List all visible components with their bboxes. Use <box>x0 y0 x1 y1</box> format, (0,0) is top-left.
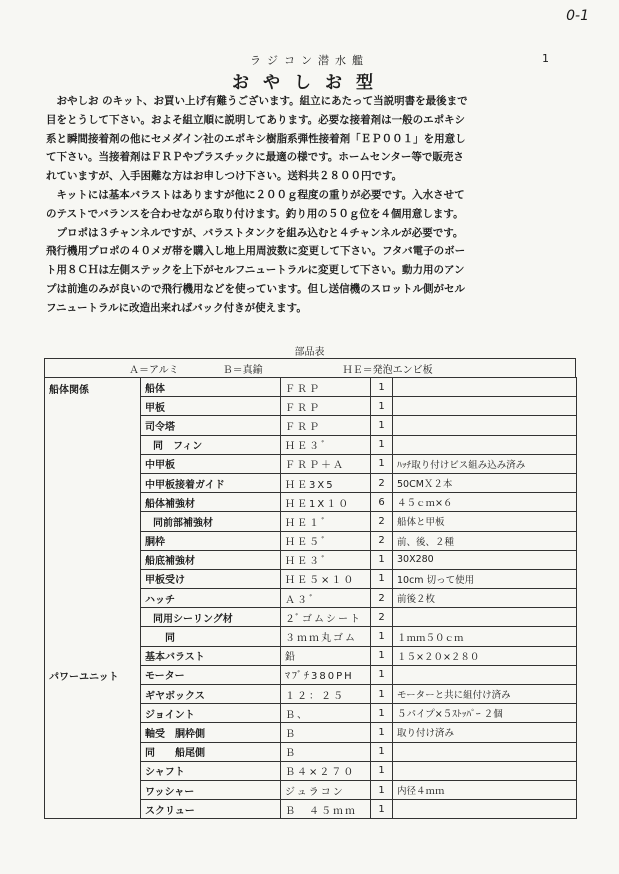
intro-line: て下さい。当接着剤はＦＲＰやプラスチックに最適の様です。ホームセンター等で販売さ <box>46 151 464 164</box>
part-quantity: 2 <box>371 608 393 627</box>
group-label: パワーユニット <box>45 665 141 819</box>
part-note: ﾊｯﾁ取り付けビス組み込み済み <box>393 454 577 473</box>
part-quantity: 2 <box>371 473 393 492</box>
part-quantity: 1 <box>371 723 393 742</box>
group-label: 船体関係 <box>45 378 141 666</box>
intro-line: 飛行機用プロポの４０メガ帯を購入し地上用周波数に変更して下さい。フタバ電子のボー <box>46 245 466 258</box>
intro-line: おやしお のキット、お買い上げ有難うございます。組立にあたって当説明書を最後まで <box>56 95 468 107</box>
part-note <box>393 397 577 416</box>
part-quantity: 1 <box>371 704 393 723</box>
part-material: Ｂ <box>281 742 371 761</box>
part-material: ＨＥ3X5 <box>281 473 371 492</box>
part-material: Ｂ４×２７０ <box>281 761 371 780</box>
part-name: 基本バラスト <box>141 646 281 665</box>
part-quantity: 1 <box>371 454 393 473</box>
part-quantity: 1 <box>371 800 393 819</box>
intro-line: ト用８ＣＨは左側ステックを上下がセルフニュートラルに変更して下さい。動力用のアン <box>46 264 465 277</box>
part-name: 同 フィン <box>141 435 281 454</box>
material-legend <box>44 358 576 378</box>
part-note: 30X280 <box>393 550 577 569</box>
table-title: 部品表 <box>294 347 325 358</box>
part-name: スクリュー <box>141 800 281 819</box>
part-name: 中甲板 <box>141 454 281 473</box>
part-material: ２ﾞゴムシート <box>281 608 371 627</box>
intro-line: 系と瞬間接着剤の他にセメダイン社のエポキシ樹脂系弾性接着剤「ＥＰ００１」を用意し <box>46 132 466 145</box>
part-quantity: 2 <box>371 512 393 531</box>
page-number: 1 <box>542 52 549 65</box>
part-note: １５×２０×２８０ <box>393 646 577 665</box>
part-material: ＦＲＰ <box>281 378 371 397</box>
part-material: Ｂ <box>281 723 371 742</box>
part-material: ＦＲＰ＋Ａ <box>281 454 371 473</box>
part-name: ハッチ <box>141 589 281 608</box>
part-quantity: 1 <box>371 627 393 646</box>
table-row <box>45 378 577 397</box>
part-note: １ｍｍ５０ｃｍ <box>393 627 577 646</box>
part-material: Ｂ、 <box>281 704 371 723</box>
part-quantity: 1 <box>371 550 393 569</box>
part-note: 取り付け済み <box>393 723 577 742</box>
intro-line: のテストでバランスを合わせながら取り付けます。釣り用の５０ｇ位を４個用意します。 <box>46 207 464 220</box>
part-material: ＨＥ３ﾞ <box>281 550 371 569</box>
part-quantity: 1 <box>371 416 393 435</box>
part-material: ＦＲＰ <box>281 416 371 435</box>
part-name: 胴枠 <box>141 531 281 550</box>
corner-mark: 0-1 <box>566 8 589 24</box>
part-material: ＨＥ1X１０ <box>281 493 371 512</box>
part-name: モーター <box>141 665 281 684</box>
part-note <box>393 608 577 627</box>
part-quantity: 6 <box>371 493 393 512</box>
part-material: ﾏﾌﾞﾁ380PH <box>281 665 371 684</box>
intro-line: プロポは３チャンネルですが、バラストタンクを組み込むと４チャンネルが必要です。 <box>56 226 464 239</box>
part-note <box>393 665 577 684</box>
part-name: 甲板受け <box>141 569 281 588</box>
part-name: 船体補強材 <box>141 493 281 512</box>
part-note: 前後２枚 <box>393 589 577 608</box>
part-note: 50CMＸ２本 <box>393 473 577 492</box>
part-quantity: 1 <box>371 685 393 704</box>
part-note: 内径４ｍｍ <box>393 780 577 799</box>
series-heading: ラジコン潜水艦 <box>250 54 369 67</box>
part-note <box>393 435 577 454</box>
parts-table <box>44 377 577 819</box>
part-name: 同 <box>141 627 281 646</box>
part-quantity: 1 <box>371 665 393 684</box>
intro-line: 目をとうして下さい。およそ組立順に説明してあります。必要な接着剤は一般のエポキシ <box>46 113 466 126</box>
part-name: 船底補強材 <box>141 550 281 569</box>
part-name: 同前部補強材 <box>141 512 281 531</box>
part-note: モーターと共に組付け済み <box>393 685 577 704</box>
document-title: おやしお型 <box>232 73 387 93</box>
part-material: ジュラコン <box>281 780 371 799</box>
part-material: 鉛 <box>281 646 371 665</box>
intro-line: キットには基本バラストはありますが他に２００ｇ程度の重りが必要です。入水させて <box>56 188 465 201</box>
part-quantity: 2 <box>371 589 393 608</box>
part-name: 同 船尾側 <box>141 742 281 761</box>
part-name: ジョイント <box>141 704 281 723</box>
part-name: ワッシャー <box>141 780 281 799</box>
table-row <box>45 665 577 684</box>
intro-line: フニュートラルに改造出来ればバック付きが使えます。 <box>46 301 307 314</box>
part-note: 前、後、２種 <box>393 531 577 550</box>
part-note: ５パイプ×５ｽﾄｯﾊﾟｰ ２個 <box>393 704 577 723</box>
part-quantity: 1 <box>371 761 393 780</box>
part-name: 中甲板接着ガイド <box>141 473 281 492</box>
part-note <box>393 800 577 819</box>
part-material: ＨＥ３ﾞ <box>281 435 371 454</box>
part-note <box>393 416 577 435</box>
part-note <box>393 761 577 780</box>
part-quantity: 2 <box>371 531 393 550</box>
part-material: ＨＥ５×１０ <box>281 569 371 588</box>
part-quantity: 1 <box>371 378 393 397</box>
part-material: ＦＲＰ <box>281 397 371 416</box>
intro-text <box>46 92 586 318</box>
part-note <box>393 742 577 761</box>
part-quantity: 1 <box>371 397 393 416</box>
part-material: Ａ３ﾞ <box>281 589 371 608</box>
part-quantity: 1 <box>371 435 393 454</box>
part-note: 10cm 切って使用 <box>393 569 577 588</box>
part-quantity: 1 <box>371 780 393 799</box>
part-name: 司令塔 <box>141 416 281 435</box>
part-note: ４５ｃｍ×６ <box>393 493 577 512</box>
part-note <box>393 378 577 397</box>
intro-line: プは前進のみが良いので飛行機用などを使っています。但し送信機のスロットル側がセル <box>46 282 465 295</box>
part-name: ギヤボックス <box>141 685 281 704</box>
part-material: ＨＥ５ﾞ <box>281 531 371 550</box>
legend-item-brass: Ｂ＝真鍮 <box>222 364 263 376</box>
part-name: 甲板 <box>141 397 281 416</box>
part-quantity: 1 <box>371 646 393 665</box>
part-name: 同用シーリング材 <box>141 608 281 627</box>
legend-item-aluminum: Ａ＝アルミ <box>129 364 179 376</box>
part-note: 船体と甲板 <box>393 512 577 531</box>
part-name: 船体 <box>141 378 281 397</box>
part-name: 軸受 胴枠側 <box>141 723 281 742</box>
part-material: ＨＥ１ﾞ <box>281 512 371 531</box>
part-material: ３ｍｍ丸ゴム <box>281 627 371 646</box>
intro-line: れていますが、入手困難な方はお申しつけ下さい。送料共２８００円です。 <box>46 170 403 183</box>
part-material: １２：２５ <box>281 685 371 704</box>
part-quantity: 1 <box>371 742 393 761</box>
part-name: シャフト <box>141 761 281 780</box>
part-quantity: 1 <box>371 569 393 588</box>
part-material: Ｂ ４５ｍｍ <box>281 800 371 819</box>
legend-item-pvc-foam: ＨＥ＝発泡エンビ板 <box>342 364 433 376</box>
